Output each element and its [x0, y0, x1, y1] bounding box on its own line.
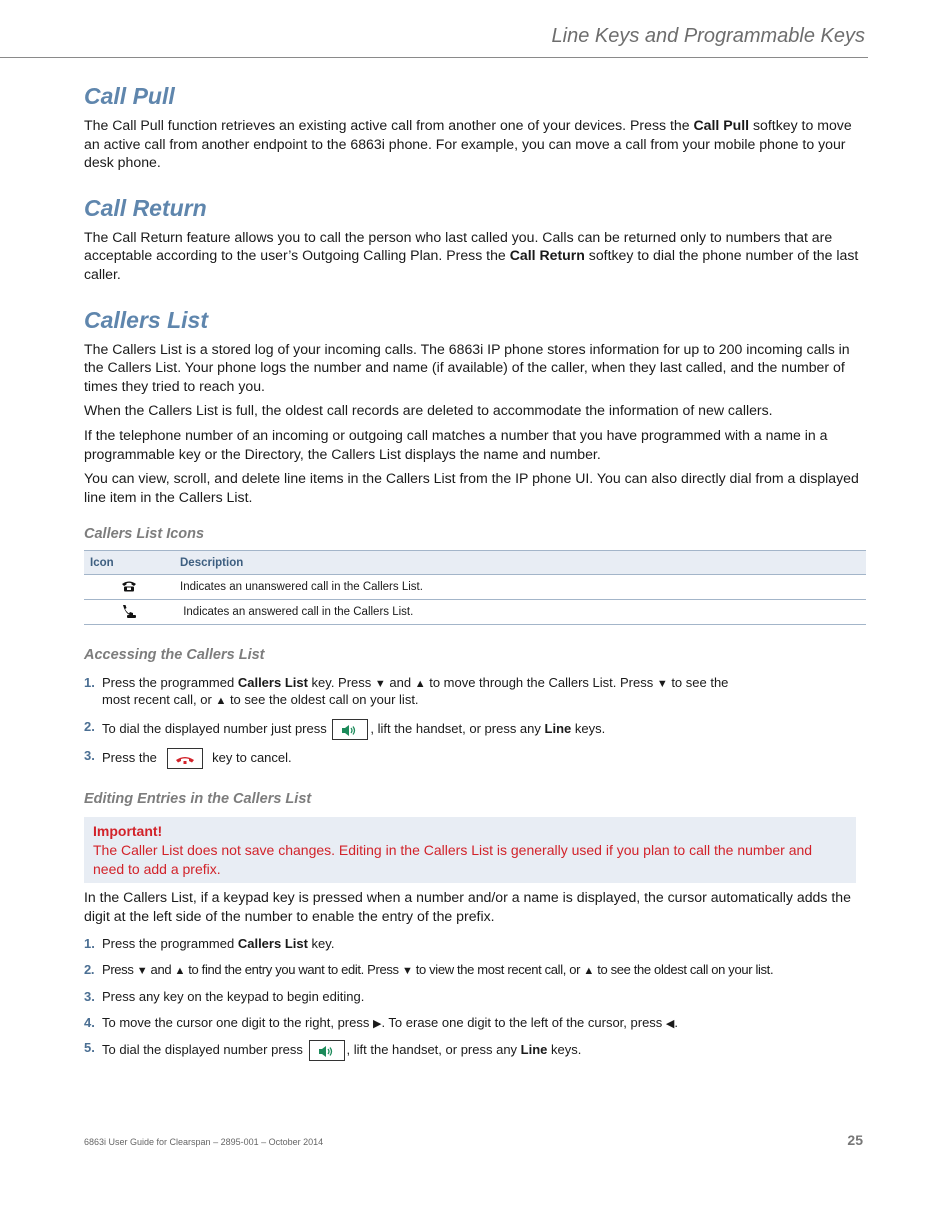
call-pull-paragraph — [84, 116, 866, 172]
callers-list-icons-table — [84, 550, 866, 625]
unanswered-call-phone-icon — [121, 583, 137, 595]
down-arrow-icon: ▼ — [136, 964, 148, 977]
line-key-label: Line — [520, 1041, 548, 1057]
text: Press — [102, 961, 137, 977]
right-arrow-icon: ▶ — [372, 1017, 382, 1030]
editing-steps-list — [84, 936, 866, 1061]
call-pull-softkey-label: Call Pull — [693, 117, 750, 133]
list-item — [84, 962, 866, 979]
accessing-callers-list-heading: Accessing the Callers List — [84, 647, 265, 664]
step-number: 4. — [84, 1014, 95, 1030]
list-item — [84, 936, 866, 952]
up-arrow-icon: ▲ — [174, 964, 186, 977]
callers-list-paragraph-1: The Callers List is a stored log of your incoming calls. The 6863i IP phone stores information for up to 200 incoming calls in the Callers List. Your phone logs the number and name (if available) of the caller, when they last called, and the number of times they tried to reach you. — [84, 340, 850, 394]
icon-cell — [84, 600, 174, 625]
header-divider — [0, 57, 868, 58]
important-title: Important! — [93, 823, 163, 840]
text: softkey to move an active call from another endpoint to the 6863i phone. For example, you can move a call from your mobile phone to your desk phone. — [84, 117, 852, 171]
text: Press the programmed — [102, 675, 238, 691]
editing-entries-heading: Editing Entries in the Callers List — [84, 791, 312, 808]
text: To dial the displayed number just press — [102, 721, 331, 737]
table-row — [84, 600, 866, 625]
step-number: 2. — [84, 961, 95, 977]
callers-list-paragraph-4: You can view, scroll, and delete line items in the Callers List from the IP phone UI. You can also directly dial from a displayed line item in the Callers List. — [84, 470, 859, 505]
callers-list-icons-heading: Callers List Icons — [84, 526, 205, 543]
call-return-softkey-label: Call Return — [509, 247, 585, 264]
call-pull-heading: Call Pull — [84, 83, 175, 109]
column-header-description: Description — [174, 551, 866, 575]
down-arrow-icon: ▼ — [401, 964, 413, 977]
text: The Call Pull function retrieves an existing active call from another one of your devices. Press the — [84, 117, 694, 133]
up-arrow-icon: ▲ — [414, 678, 426, 691]
callers-list-key-label: Callers List — [237, 675, 308, 691]
text: to find the entry you want to edit. Press — [185, 961, 402, 977]
line-key-label: Line — [544, 721, 572, 737]
text: . — [674, 1014, 679, 1030]
down-arrow-icon: ▼ — [656, 678, 668, 691]
accessing-steps-list — [84, 675, 866, 769]
text: to see the oldest call on your list. — [593, 961, 774, 977]
description-cell: Indicates an unanswered call in the Callers List. — [174, 575, 866, 600]
text: key. — [307, 935, 335, 951]
text: Press any key on the keypad to begin editing. — [102, 988, 365, 1004]
editing-intro-paragraph: In the Callers List, if a keypad key is pressed when a number and/or a name is displayed, the cursor automatically adds the digit at the left side of the number to enable the entry of the prefix. — [84, 889, 851, 924]
running-header-title: Line Keys and Programmable Keys — [551, 25, 865, 47]
step-number: 5. — [84, 1039, 95, 1055]
important-text: The Caller List does not save changes. Editing in the Callers List is generally used if you plan to call the number and need to add a prefix. — [93, 842, 813, 877]
up-arrow-icon: ▲ — [583, 964, 594, 977]
goodbye-key-icon — [167, 748, 203, 769]
description-cell — [174, 600, 866, 625]
step-number: 3. — [84, 988, 95, 1004]
important-callout — [84, 817, 856, 883]
text: to see the most recent call, or — [102, 675, 729, 708]
list-item — [84, 748, 866, 769]
icon-cell — [84, 575, 174, 600]
text: , lift the handset, or press any — [346, 1041, 521, 1057]
text: to move through the Callers List. Press — [425, 675, 657, 691]
callers-list-paragraph-2: When the Callers List is full, the oldest call records are deleted to accommodate the information of new callers. — [84, 402, 773, 419]
text: key. Press — [307, 675, 375, 691]
down-arrow-icon: ▼ — [374, 678, 386, 691]
step-number: 3. — [84, 748, 95, 764]
list-item — [84, 989, 866, 1005]
left-arrow-icon: ◀ — [665, 1017, 675, 1030]
speaker-key-icon — [332, 719, 368, 740]
list-item — [84, 1040, 866, 1061]
text: softkey to dial the phone number of the last caller. — [84, 247, 859, 282]
table-row — [84, 575, 866, 600]
text: to view the most recent call, or — [412, 961, 584, 977]
table-header-row — [84, 551, 866, 575]
call-return-heading: Call Return — [84, 194, 207, 221]
text: key to cancel. — [208, 750, 292, 766]
list-item — [84, 1015, 866, 1032]
text: keys. — [547, 1041, 582, 1057]
text: To dial the displayed number press — [102, 1041, 307, 1057]
call-return-paragraph — [84, 228, 866, 284]
text: Press the programmed — [102, 935, 238, 951]
step-number: 2. — [84, 719, 95, 735]
answered-call-handset-icon — [121, 609, 137, 621]
text: To move the cursor one digit to the right, press — [102, 1014, 373, 1030]
page-number: 25 — [847, 1132, 863, 1148]
speaker-key-icon — [309, 1040, 345, 1061]
list-item — [84, 719, 866, 740]
step-number: 1. — [84, 675, 95, 691]
column-header-icon: Icon — [84, 551, 174, 575]
list-item — [84, 675, 866, 709]
step-number: 1. — [84, 935, 95, 951]
page-content — [84, 80, 866, 1061]
footer-document-info: 6863i User Guide for Clearspan – 2895-001 – October 2014 — [84, 1137, 324, 1147]
callers-list-paragraph-3: If the telephone number of an incoming or outgoing call matches a number that you have programmed with a name in a programmable key or the Directory, the Callers List displays the name and number. — [84, 426, 828, 462]
description-text: Indicates an answered call in the Callers List. — [183, 606, 414, 619]
text: The Call Return feature allows you to call the person who last called you. Calls can be returned only to numbers that are acceptable according to the user’s Outgoing Calling Plan. Press the — [84, 228, 833, 264]
text: . To erase one digit to the left of the cursor, press — [381, 1014, 666, 1030]
text: , lift the handset, or press any — [370, 721, 545, 737]
text: and — [385, 675, 415, 691]
callers-list-heading: Callers List — [84, 306, 208, 333]
text: and — [147, 961, 175, 977]
callers-list-key-label: Callers List — [237, 935, 308, 951]
text: keys. — [571, 721, 606, 737]
text: to see the oldest call on your list. — [226, 692, 419, 708]
up-arrow-icon: ▲ — [215, 695, 227, 708]
text: Press the — [102, 750, 161, 766]
